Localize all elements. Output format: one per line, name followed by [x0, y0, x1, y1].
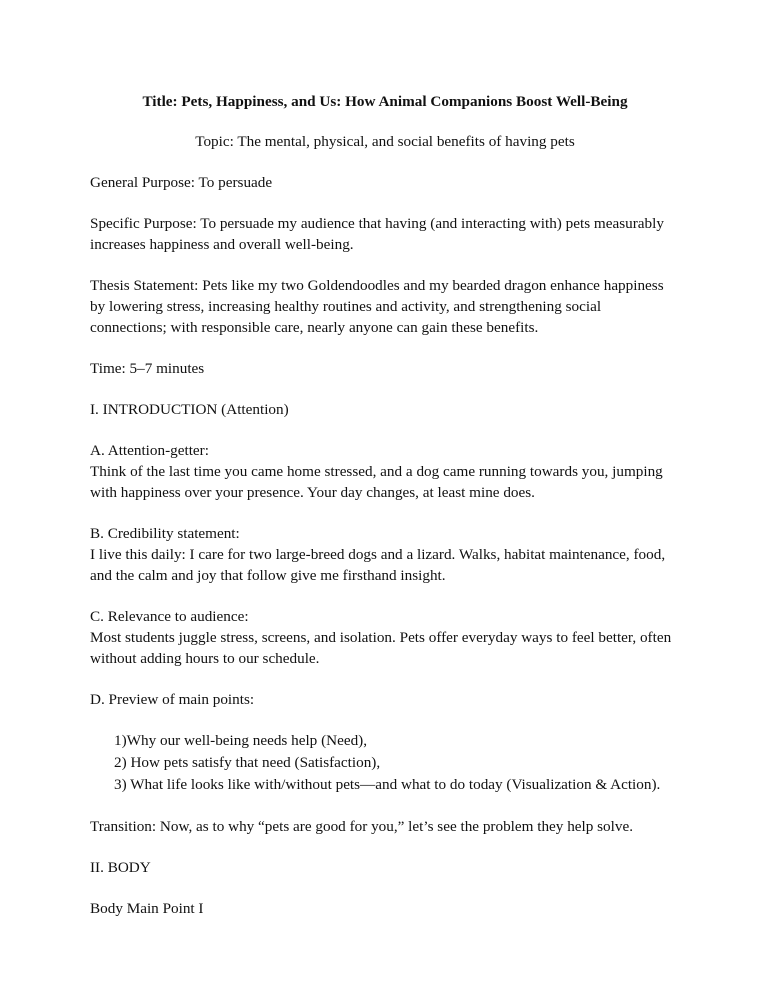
intro-heading: I. INTRODUCTION (Attention): [90, 401, 289, 418]
attention-getter-section: [90, 440, 680, 503]
general-purpose: General Purpose: To persuade: [90, 174, 273, 191]
body-main-point-heading: Body Main Point I: [90, 900, 204, 917]
document-topic: Topic: The mental, physical, and social benefits of having pets: [195, 133, 575, 150]
preview-list: [90, 730, 680, 796]
attention-body: Think of the last time you came home stressed, and a dog came running towards you, jumping with happiness over your presence. Your day changes, at least mine does.: [90, 463, 663, 501]
attention-heading: A. Attention-getter:: [90, 442, 209, 459]
relevance-heading: C. Relevance to audience:: [90, 608, 249, 625]
relevance-section: [90, 606, 680, 669]
specific-purpose: Specific Purpose: To persuade my audience that having (and interacting with) pets measurably increases happiness and overall well-being.: [90, 215, 664, 253]
credibility-section: [90, 523, 680, 586]
document-page: [90, 92, 680, 939]
credibility-body: I live this daily: I care for two large-breed dogs and a lizard. Walks, habitat maintenance, food, and the calm and joy that follow give me firsthand insight.: [90, 546, 666, 584]
preview-item: 3) What life looks like with/without pets—and what to do today (Visualization & Action).: [114, 776, 661, 793]
preview-heading: D. Preview of main points:: [90, 691, 255, 708]
thesis-statement: Thesis Statement: Pets like my two Goldendoodles and my bearded dragon enhance happiness by lowering stress, increasing healthy routines and activity, and strengthening social connections; with responsible care, nearly anyone can gain these benefits.: [90, 277, 664, 336]
document-title: Title: Pets, Happiness, and Us: How Animal Companions Boost Well-Being: [142, 93, 628, 110]
preview-item: 1)Why our well-being needs help (Need),: [114, 732, 368, 749]
transition-statement: Transition: Now, as to why “pets are good for you,” let’s see the problem they help solve.: [90, 818, 633, 835]
relevance-body: Most students juggle stress, screens, and isolation. Pets offer everyday ways to feel better, often without adding hours to our schedule.: [90, 629, 672, 667]
preview-item: 2) How pets satisfy that need (Satisfaction),: [114, 754, 381, 771]
body-heading: II. BODY: [90, 859, 151, 876]
time-statement: Time: 5–7 minutes: [90, 360, 205, 377]
credibility-heading: B. Credibility statement:: [90, 525, 240, 542]
